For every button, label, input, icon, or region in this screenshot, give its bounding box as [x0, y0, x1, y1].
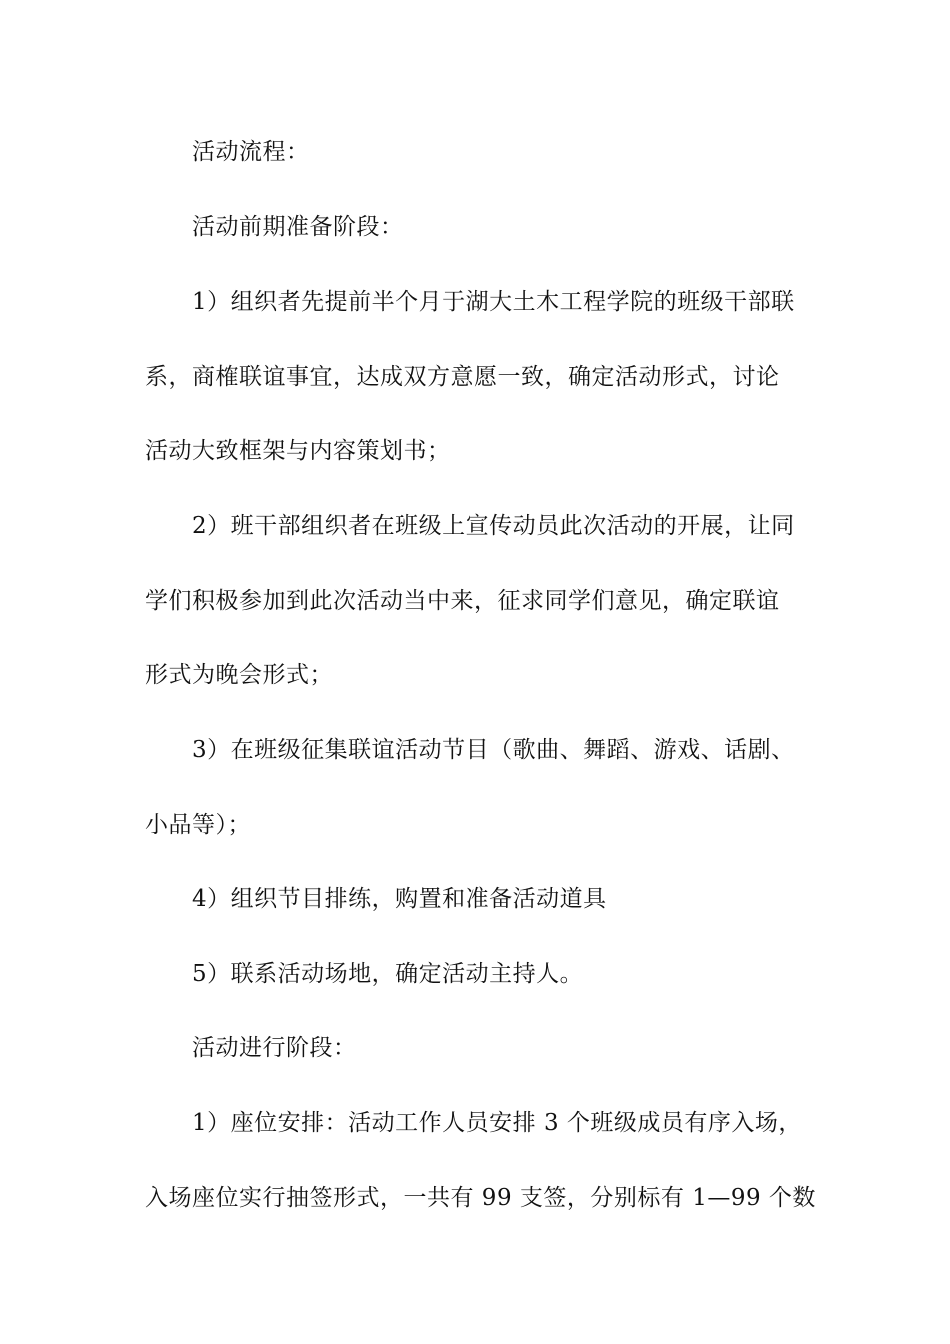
paragraph-line: 活动大致框架与内容策划书；	[145, 438, 451, 464]
heading-preparation-stage: 活动前期准备阶段：	[192, 214, 404, 240]
paragraph-line: 系，商榷联谊事宜，达成双方意愿一致，确定活动形式，讨论	[145, 364, 780, 390]
paragraph-line: 入场座位实行抽签形式，一共有 99 支签，分别标有 1—99 个数	[145, 1185, 816, 1211]
heading-activity-process: 活动流程：	[192, 139, 310, 165]
paragraph-line: 2）班干部组织者在班级上宣传动员此次活动的开展，让同	[192, 513, 795, 539]
paragraph-line: 1）座位安排：活动工作人员安排 3 个班级成员有序入场，	[192, 1110, 802, 1136]
paragraph-line: 1）组织者先提前半个月于湖大土木工程学院的班级干部联	[192, 289, 795, 315]
paragraph-line: 5）联系活动场地，确定活动主持人。	[192, 961, 584, 987]
paragraph-line: 4）组织节目排练，购置和准备活动道具	[192, 886, 607, 912]
paragraph-line: 3）在班级征集联谊活动节目（歌曲、舞蹈、游戏、话剧、	[192, 737, 795, 763]
paragraph-line: 形式为晚会形式；	[145, 662, 333, 688]
heading-execution-stage: 活动进行阶段：	[192, 1035, 357, 1061]
paragraph-line: 小品等）；	[145, 812, 251, 838]
paragraph-line: 学们积极参加到此次活动当中来，征求同学们意见，确定联谊	[145, 588, 780, 614]
